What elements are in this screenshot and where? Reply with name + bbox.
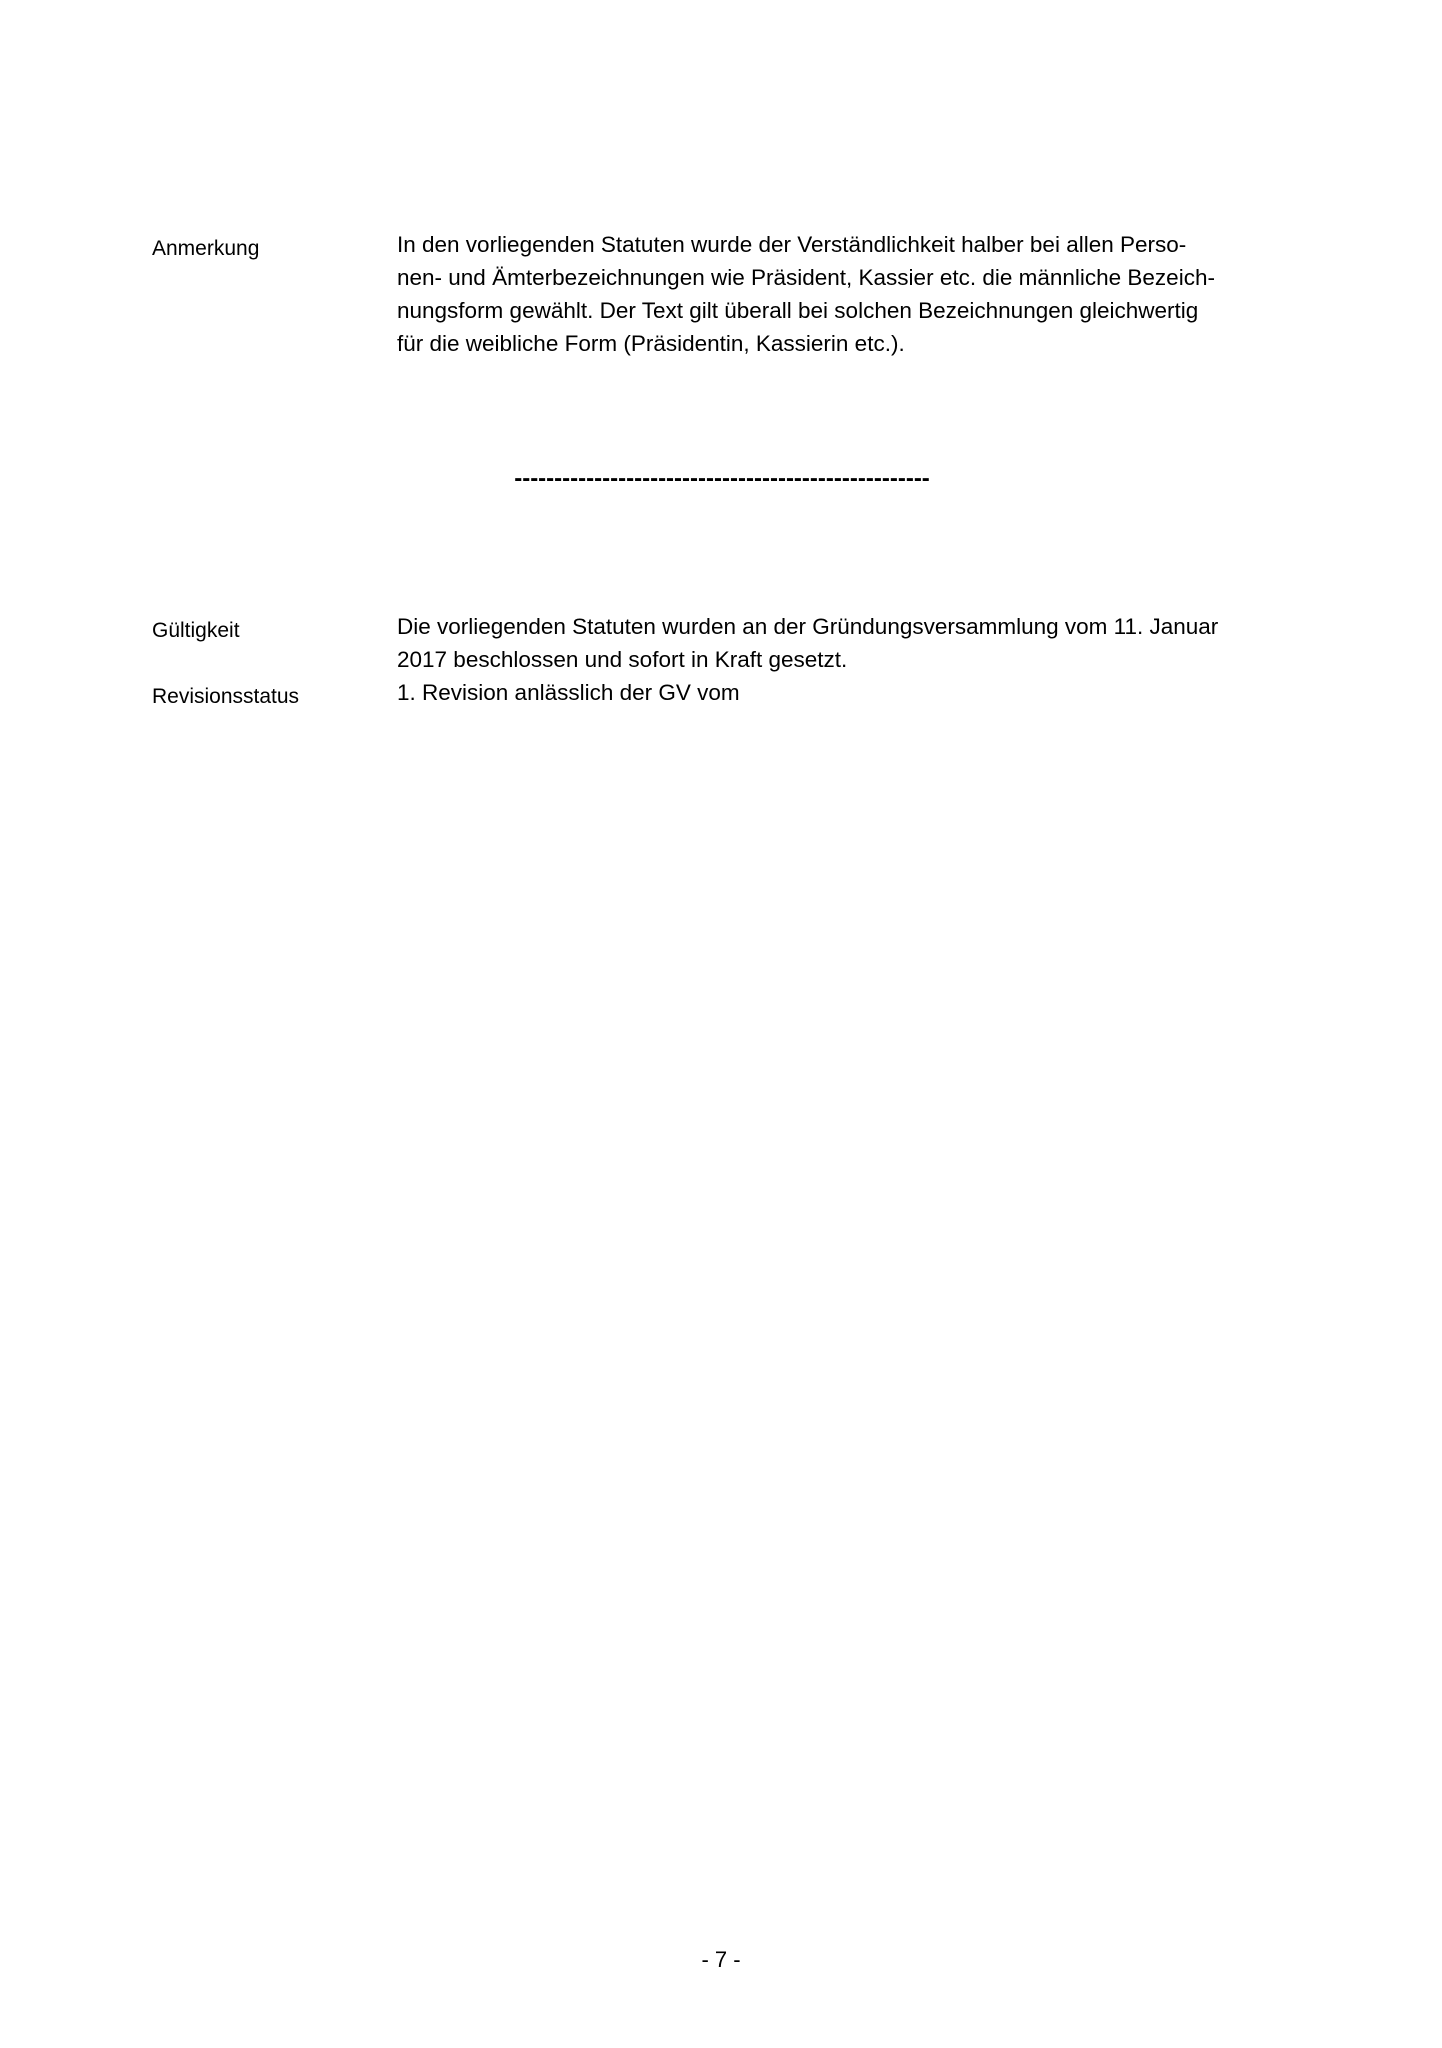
anmerkung-paragraph xyxy=(397,228,1215,360)
anmerkung-label: Anmerkung xyxy=(152,237,260,260)
paragraph-line: 1. Revision anlässlich der GV vom xyxy=(397,680,740,705)
paragraph-line: Die vorliegenden Statuten wurden an der Gründungsversammlung vom 11. Januar xyxy=(397,614,1219,639)
paragraph-line: 2017 beschlossen und sofort in Kraft gesetzt. xyxy=(397,647,848,672)
revisionsstatus-text xyxy=(397,676,740,709)
gueltigkeit-paragraph xyxy=(397,610,1218,676)
dashed-separator: ---------------------------------------------------- xyxy=(514,465,930,492)
page-footer xyxy=(0,1945,1442,1975)
paragraph-line: nen- und Ämterbezeichnungen wie Präsident, Kassier etc. die männliche Bezeich- xyxy=(397,265,1215,290)
paragraph-line: In den vorliegenden Statuten wurde der Verständlichkeit halber bei allen Perso- xyxy=(397,232,1187,257)
page-number: - 7 - xyxy=(701,1947,741,1972)
paragraph-line: nungsform gewählt. Der Text gilt überall bei solchen Bezeichnungen gleichwertig xyxy=(397,298,1199,323)
paragraph-line: für die weibliche Form (Präsidentin, Kassierin etc.). xyxy=(397,331,905,356)
gueltigkeit-label: Gültigkeit xyxy=(152,619,240,642)
revisionsstatus-label: Revisionsstatus xyxy=(152,685,300,708)
